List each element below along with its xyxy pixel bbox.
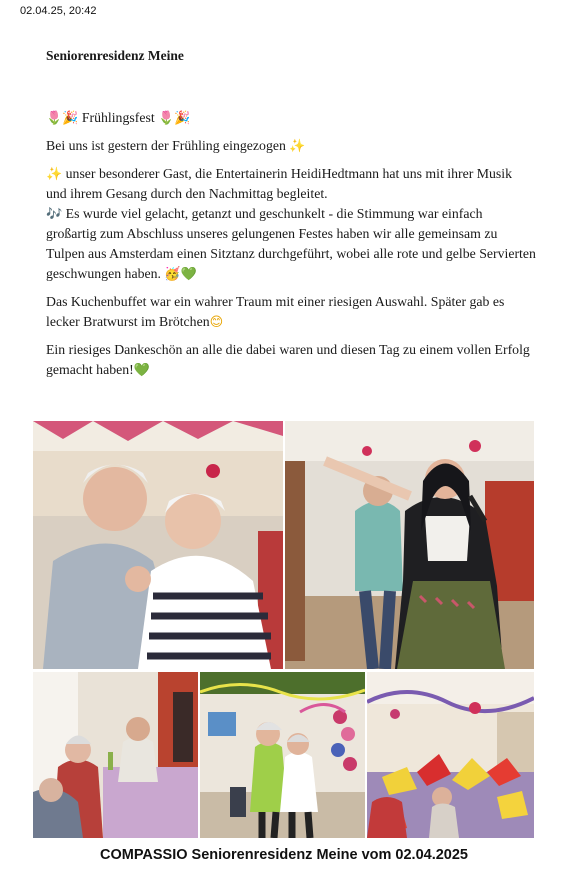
tulip-icon: 🌷 [46,111,63,126]
music-notes-icon: 🎶 [46,207,63,222]
party-face-icon: 🥳 [164,267,181,282]
two-women-dancing-photo [200,672,365,838]
post-title-text: Frühlingsfest [81,110,155,125]
dancing-seniors-photo [33,421,283,669]
organization-name: Seniorenresidenz Meine [46,48,184,63]
collage-caption: COMPASSIO Seniorenresidenz Meine vom 02.04.2025 [99,847,468,863]
sparkles-icon: ✨ [289,139,306,154]
timestamp: 02.04.25, 20:42 [20,5,97,17]
paragraph-mood-text: Es wurde viel gelacht, getanzt und geschunkelt - die Stimmung war einfach großartig zum Abschluss unseres gelungenen Festes haben wir alle gemeinsam zu Tulpen aus Amsterdam einen Sitztanz durchgeführt, wobei alle rote und gelbe Servierten geschwungen haben. [46,206,536,281]
paragraph-thanks [46,340,536,380]
green-heart-icon: 💚 [133,363,150,378]
paragraph-spring [46,136,536,156]
paragraph-guest-text-2: hat uns mit ihrer Musik und ihrem Gesang durch den Nachmittag begleitet. [46,166,513,201]
residents-at-table-photo [33,672,198,838]
green-heart-icon: 💚 [180,267,197,282]
post-title [46,108,536,128]
tulip-icon: 🌷 [158,111,175,126]
entertainer-singing-photo [285,421,534,669]
paragraph-guest-text: unser besonderer Gast, die Entertainerin [65,166,288,181]
paragraph-food-text: Das Kuchenbuffet war ein wahrer Traum mit einer riesigen Auswahl. Später gab es lecker Bratwurst im Brötchen [46,294,505,329]
party-popper-icon: 🎉 [174,111,191,126]
photo-collage [33,421,534,838]
entertainer-name: HeidiHedtmann [290,166,380,181]
paragraph-food [46,292,536,332]
waving-napkins-photo [367,672,534,838]
paragraph-mood [46,204,536,284]
paragraph-guest [46,164,536,204]
paragraph-thanks-text: Ein riesiges Dankeschön an alle die dabei waren und diesen Tag zu einem vollen Erfolg gemacht haben! [46,342,530,377]
paragraph-spring-text: Bei uns ist gestern der Frühling eingezogen [46,138,286,153]
party-popper-icon: 🎉 [62,111,79,126]
smiling-face-icon: 😊 [209,315,224,330]
post-body [46,108,536,388]
sparkles-icon: ✨ [46,167,63,182]
